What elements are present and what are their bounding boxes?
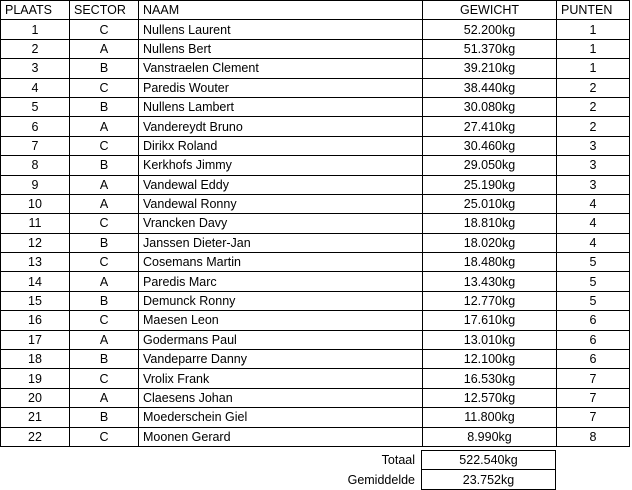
cell-plaats: 13 xyxy=(1,253,70,272)
cell-gewicht: 29.050kg xyxy=(423,156,557,175)
header-plaats: PLAATS xyxy=(1,1,70,20)
cell-gewicht: 16.530kg xyxy=(423,369,557,388)
cell-sector: C xyxy=(70,427,139,446)
cell-naam: Dirikx Roland xyxy=(139,136,423,155)
cell-gewicht: 13.010kg xyxy=(423,330,557,349)
cell-gewicht: 25.190kg xyxy=(423,175,557,194)
cell-plaats: 21 xyxy=(1,408,70,427)
cell-naam: Moonen Gerard xyxy=(139,427,423,446)
cell-naam: Godermans Paul xyxy=(139,330,423,349)
cell-plaats: 4 xyxy=(1,78,70,97)
cell-naam: Janssen Dieter-Jan xyxy=(139,233,423,252)
cell-gewicht: 13.430kg xyxy=(423,272,557,291)
cell-plaats: 16 xyxy=(1,311,70,330)
cell-plaats: 7 xyxy=(1,136,70,155)
table-row xyxy=(1,272,630,291)
cell-plaats: 9 xyxy=(1,175,70,194)
cell-naam: Paredis Marc xyxy=(139,272,423,291)
cell-punten: 6 xyxy=(557,350,630,369)
cell-punten: 3 xyxy=(557,175,630,194)
cell-sector: B xyxy=(70,408,139,427)
cell-sector: A xyxy=(70,388,139,407)
cell-gewicht: 30.080kg xyxy=(423,97,557,116)
table-row xyxy=(1,117,630,136)
cell-punten: 6 xyxy=(557,311,630,330)
table-row xyxy=(1,427,630,446)
cell-plaats: 19 xyxy=(1,369,70,388)
cell-sector: C xyxy=(70,253,139,272)
cell-plaats: 12 xyxy=(1,233,70,252)
table-row xyxy=(1,39,630,58)
cell-sector: C xyxy=(70,311,139,330)
cell-punten: 7 xyxy=(557,408,630,427)
cell-sector: A xyxy=(70,272,139,291)
header-gewicht: GEWICHT xyxy=(423,1,557,20)
cell-plaats: 14 xyxy=(1,272,70,291)
cell-gewicht: 18.810kg xyxy=(423,214,557,233)
cell-sector: A xyxy=(70,194,139,213)
cell-plaats: 1 xyxy=(1,20,70,39)
summary-spacer xyxy=(68,451,136,470)
cell-sector: B xyxy=(70,97,139,116)
cell-gewicht: 12.770kg xyxy=(423,291,557,310)
cell-plaats: 2 xyxy=(1,39,70,58)
cell-punten: 2 xyxy=(557,78,630,97)
table-row xyxy=(1,350,630,369)
cell-plaats: 8 xyxy=(1,156,70,175)
header-row xyxy=(1,1,630,20)
cell-gewicht: 51.370kg xyxy=(423,39,557,58)
cell-sector: B xyxy=(70,350,139,369)
cell-punten: 8 xyxy=(557,427,630,446)
table-row xyxy=(1,369,630,388)
cell-naam: Demunck Ronny xyxy=(139,291,423,310)
cell-plaats: 5 xyxy=(1,97,70,116)
cell-naam: Vandewal Eddy xyxy=(139,175,423,194)
results-body xyxy=(1,20,630,447)
cell-naam: Nullens Laurent xyxy=(139,20,423,39)
totaal-label: Totaal xyxy=(381,453,415,468)
summary-spacer xyxy=(68,470,136,489)
cell-sector: A xyxy=(70,330,139,349)
table-row xyxy=(1,20,630,39)
cell-punten: 7 xyxy=(557,369,630,388)
header-punten: PUNTEN xyxy=(557,1,630,20)
cell-gewicht: 12.100kg xyxy=(423,350,557,369)
cell-punten: 2 xyxy=(557,117,630,136)
cell-plaats: 15 xyxy=(1,291,70,310)
cell-sector: C xyxy=(70,369,139,388)
cell-sector: B xyxy=(70,59,139,78)
cell-sector: A xyxy=(70,175,139,194)
cell-gewicht: 12.570kg xyxy=(423,388,557,407)
table-row xyxy=(1,97,630,116)
table-row xyxy=(1,194,630,213)
cell-punten: 1 xyxy=(557,20,630,39)
header-sector: SECTOR xyxy=(70,1,139,20)
cell-plaats: 17 xyxy=(1,330,70,349)
summary-spacer xyxy=(0,470,68,489)
cell-punten: 3 xyxy=(557,136,630,155)
cell-plaats: 6 xyxy=(1,117,70,136)
table-row xyxy=(1,78,630,97)
cell-naam: Claesens Johan xyxy=(139,388,423,407)
cell-gewicht: 30.460kg xyxy=(423,136,557,155)
cell-naam: Vandewal Ronny xyxy=(139,194,423,213)
cell-gewicht: 52.200kg xyxy=(423,20,557,39)
cell-gewicht: 39.210kg xyxy=(423,59,557,78)
cell-naam: Vandeparre Danny xyxy=(139,350,423,369)
cell-punten: 7 xyxy=(557,388,630,407)
cell-punten: 6 xyxy=(557,330,630,349)
cell-naam: Vrolix Frank xyxy=(139,369,423,388)
cell-sector: B xyxy=(70,156,139,175)
cell-sector: A xyxy=(70,39,139,58)
table-row xyxy=(1,311,630,330)
cell-punten: 5 xyxy=(557,291,630,310)
table-row xyxy=(1,175,630,194)
table-row xyxy=(1,330,630,349)
cell-sector: C xyxy=(70,214,139,233)
gemiddelde-value: 23.752kg xyxy=(422,470,556,489)
cell-naam: Vrancken Davy xyxy=(139,214,423,233)
cell-sector: B xyxy=(70,233,139,252)
cell-naam: Cosemans Martin xyxy=(139,253,423,272)
cell-punten: 5 xyxy=(557,253,630,272)
table-row xyxy=(1,156,630,175)
cell-gewicht: 18.020kg xyxy=(423,233,557,252)
cell-punten: 1 xyxy=(557,39,630,58)
table-row xyxy=(1,291,630,310)
cell-punten: 4 xyxy=(557,214,630,233)
cell-naam: Paredis Wouter xyxy=(139,78,423,97)
table-row xyxy=(1,233,630,252)
cell-plaats: 11 xyxy=(1,214,70,233)
cell-naam: Moederschein Giel xyxy=(139,408,423,427)
table-row xyxy=(1,214,630,233)
cell-punten: 5 xyxy=(557,272,630,291)
cell-sector: C xyxy=(70,78,139,97)
table-row xyxy=(1,408,630,427)
cell-punten: 1 xyxy=(557,59,630,78)
cell-naam: Vanstraelen Clement xyxy=(139,59,423,78)
cell-punten: 4 xyxy=(557,194,630,213)
cell-gewicht: 17.610kg xyxy=(423,311,557,330)
cell-punten: 4 xyxy=(557,233,630,252)
cell-gewicht: 38.440kg xyxy=(423,78,557,97)
cell-plaats: 20 xyxy=(1,388,70,407)
cell-naam: Nullens Bert xyxy=(139,39,423,58)
cell-gewicht: 11.800kg xyxy=(423,408,557,427)
cell-naam: Maesen Leon xyxy=(139,311,423,330)
cell-gewicht: 18.480kg xyxy=(423,253,557,272)
gemiddelde-label: Gemiddelde xyxy=(347,472,415,487)
totaal-value: 522.540kg xyxy=(422,451,556,470)
totaal-row xyxy=(0,451,556,470)
cell-gewicht: 8.990kg xyxy=(423,427,557,446)
table-row xyxy=(1,253,630,272)
cell-naam: Vandereydt Bruno xyxy=(139,117,423,136)
cell-sector: C xyxy=(70,20,139,39)
cell-punten: 3 xyxy=(557,156,630,175)
cell-plaats: 10 xyxy=(1,194,70,213)
summary-table xyxy=(0,450,556,490)
gemiddelde-row xyxy=(0,470,556,489)
table-row xyxy=(1,136,630,155)
cell-gewicht: 25.010kg xyxy=(423,194,557,213)
cell-naam: Nullens Lambert xyxy=(139,97,423,116)
table-row xyxy=(1,59,630,78)
cell-sector: B xyxy=(70,291,139,310)
header-naam: NAAM xyxy=(139,1,423,20)
cell-plaats: 18 xyxy=(1,350,70,369)
cell-plaats: 22 xyxy=(1,427,70,446)
summary-spacer xyxy=(0,451,68,470)
cell-naam: Kerkhofs Jimmy xyxy=(139,156,423,175)
cell-sector: C xyxy=(70,136,139,155)
cell-sector: A xyxy=(70,117,139,136)
cell-plaats: 3 xyxy=(1,59,70,78)
table-row xyxy=(1,388,630,407)
cell-punten: 2 xyxy=(557,97,630,116)
cell-gewicht: 27.410kg xyxy=(423,117,557,136)
